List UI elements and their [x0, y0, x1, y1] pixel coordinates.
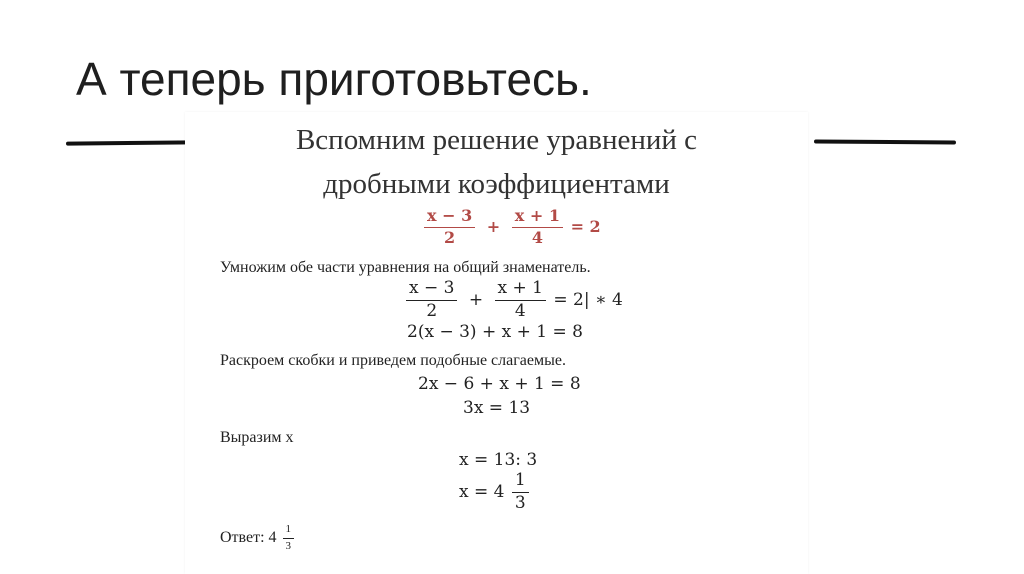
step1-equation-2: 2(x − 3) + x + 1 = 8 [407, 322, 583, 342]
worksheet-heading-line1: Вспомним решение уравнений с [295, 124, 698, 156]
decorative-stroke-left [66, 140, 194, 145]
fraction-one-third [512, 472, 529, 513]
fraction-denominator: 4 [514, 301, 526, 322]
answer-label: Ответ: 4 [220, 528, 277, 546]
step2-equation-2: 3x = 13 [463, 398, 531, 418]
fraction-numerator: x − 3 [409, 278, 455, 298]
equation-rhs: = 2| ∗ 4 [553, 290, 623, 311]
fraction-denominator: 4 [531, 228, 543, 248]
fraction-numerator: 1 [514, 470, 526, 490]
step3-text: Выразим x [220, 429, 294, 446]
fraction-numerator: x − 3 [427, 206, 473, 225]
fraction-2 [512, 208, 563, 247]
step3-equation-1: x = 13: 3 [459, 450, 538, 470]
step2-equation-1: 2x − 6 + x + 1 = 8 [418, 374, 581, 394]
slide-title: А теперь приготовьтесь. [76, 53, 592, 105]
step2-text: Раскроем скобки и приведем подобные слагаемые. [220, 352, 566, 369]
fraction-denominator: 2 [426, 301, 438, 322]
fraction-1 [406, 280, 457, 321]
answer-line [220, 524, 296, 552]
answer-fraction [283, 524, 295, 552]
fraction-numerator: x + 1 [497, 278, 543, 298]
worksheet-image [185, 112, 808, 574]
fraction-denominator: 3 [285, 539, 292, 552]
plus-sign: + [486, 216, 501, 236]
fraction-denominator: 2 [444, 228, 456, 248]
fraction-numerator: 1 [285, 523, 292, 535]
fraction-2 [495, 280, 546, 321]
fraction-denominator: 3 [514, 493, 526, 514]
worksheet-heading-line2: дробными коэффициентами [323, 168, 670, 200]
decorative-stroke-right [814, 140, 956, 145]
fraction-1 [424, 208, 475, 247]
step1-equation [404, 280, 623, 321]
equation-lhs: x = 4 [459, 482, 505, 503]
equation-rhs: = 2 [570, 216, 601, 236]
step3-equation-2 [459, 472, 531, 513]
step1-text: Умножим обе части уравнения на общий знаменатель. [220, 259, 591, 276]
fraction-numerator: x + 1 [514, 206, 560, 225]
equation-highlighted [422, 208, 601, 247]
plus-sign: + [468, 290, 484, 311]
